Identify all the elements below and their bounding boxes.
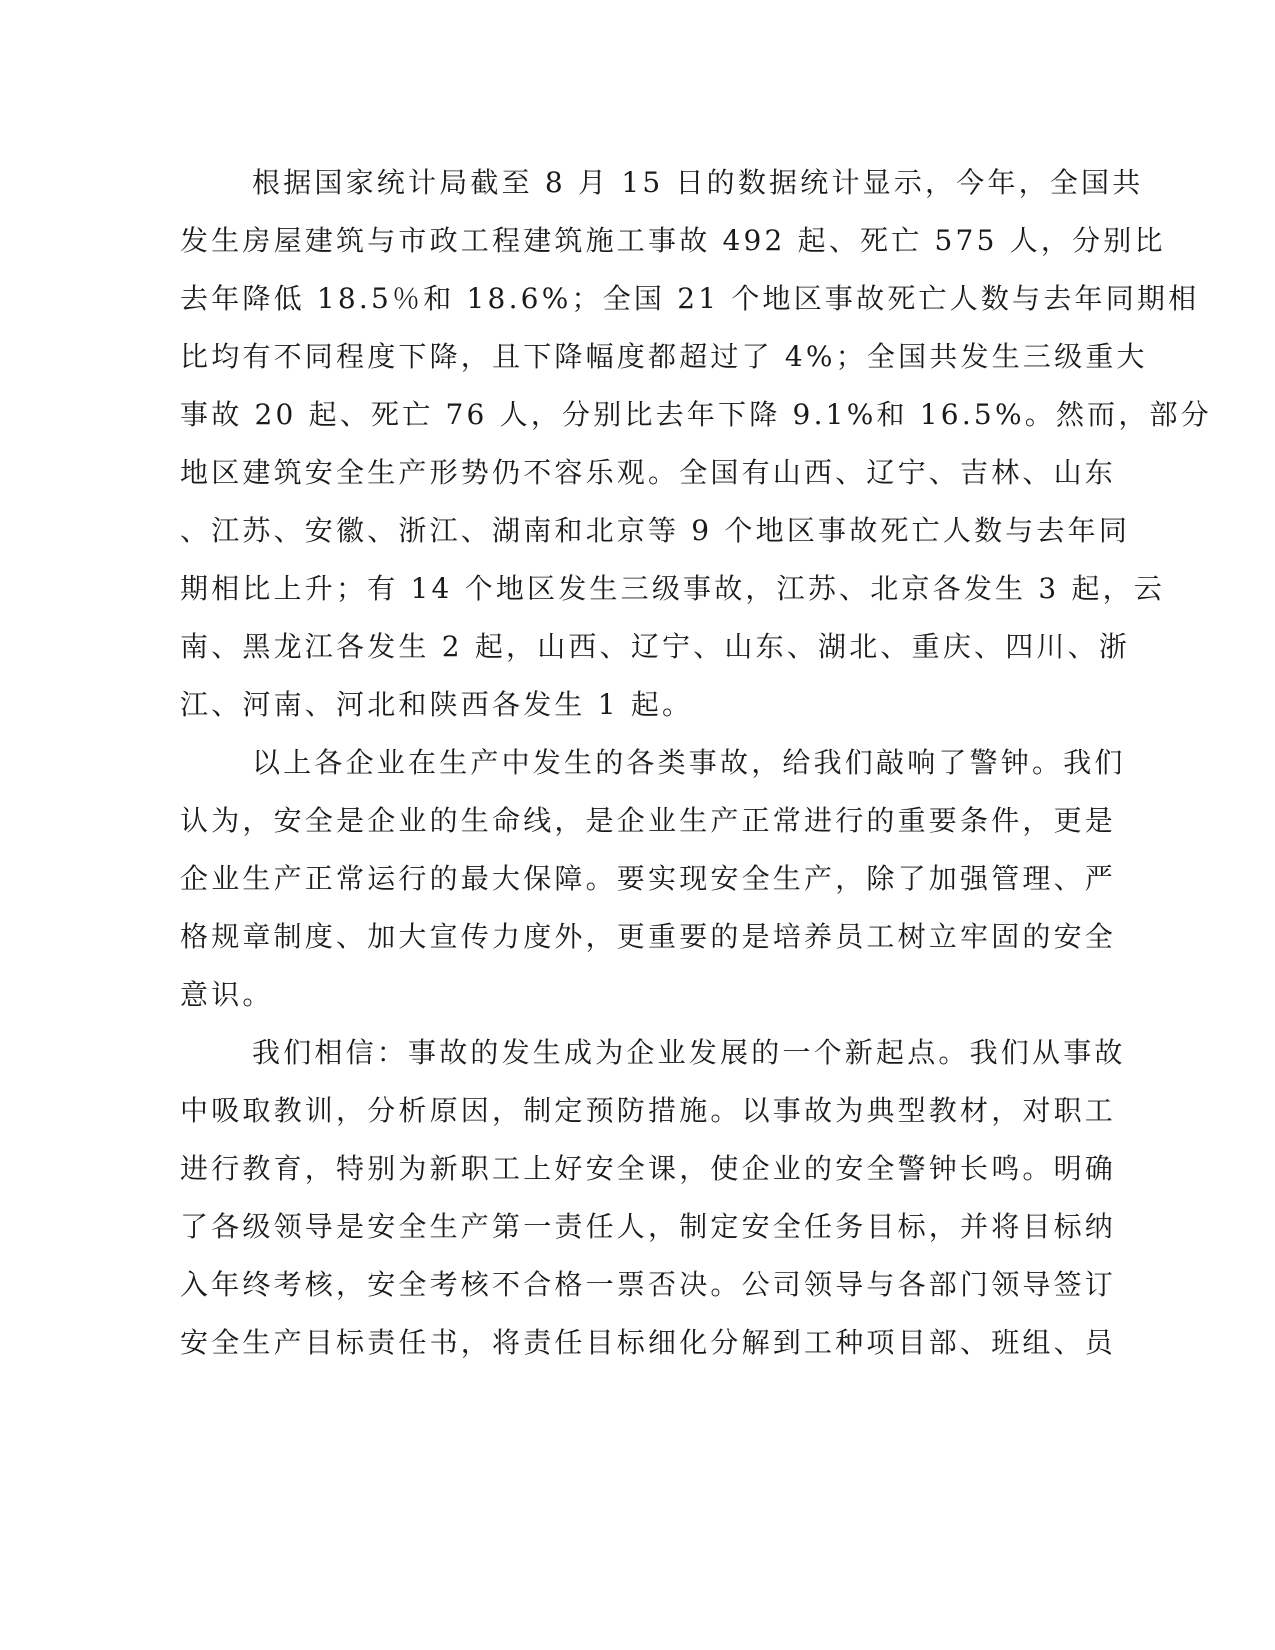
- text-line: 格规章制度、加大宣传力度外，更重要的是培养员工树立牢固的安全: [180, 920, 1117, 953]
- text-line: 事故 20 起、死亡 76 人，分别比去年下降 9.1%和 16.5%。然而，部分: [180, 398, 1212, 431]
- text-line: 南、黑龙江各发生 2 起，山西、辽宁、山东、湖北、重庆、四川、浙: [180, 630, 1131, 663]
- text-line: 入年终考核，安全考核不合格一票否决。公司领导与各部门领导签订: [180, 1268, 1117, 1301]
- text-line: 企业生产正常运行的最大保障。要实现安全生产，除了加强管理、严: [180, 862, 1117, 895]
- text-line: 、江苏、安徽、浙江、湖南和北京等 9 个地区事故死亡人数与去年同: [180, 514, 1131, 547]
- text-line: 江、河南、河北和陕西各发生 1 起。: [180, 688, 694, 721]
- text-line: 发生房屋建筑与市政工程建筑施工事故 492 起、死亡 575 人，分别比: [180, 224, 1166, 257]
- text-line: 安全生产目标责任书，将责任目标细化分解到工种项目部、班组、员: [180, 1326, 1117, 1359]
- text-line: 比均有不同程度下降，且下降幅度都超过了 4%；全国共发生三级重大: [180, 340, 1148, 373]
- paragraph: [180, 154, 1212, 734]
- text-line: 去年降低 18.5％和 18.6%；全国 21 个地区事故死亡人数与去年同期相: [180, 282, 1200, 315]
- text-line: 我们相信：事故的发生成为企业发展的一个新起点。我们从事故: [252, 1036, 1126, 1069]
- paragraph: [180, 1024, 1126, 1372]
- text-line: 认为，安全是企业的生命线，是企业生产正常进行的重要条件，更是: [180, 804, 1117, 837]
- text-line: 进行教育，特别为新职工上好安全课，使企业的安全警钟长鸣。明确: [180, 1152, 1117, 1185]
- body-text: [180, 154, 1212, 1372]
- text-line: 意识。: [180, 978, 274, 1011]
- text-line: 根据国家统计局截至 8 月 15 日的数据统计显示，今年，全国共: [252, 166, 1144, 199]
- text-line: 中吸取教训，分析原因，制定预防措施。以事故为典型教材，对职工: [180, 1094, 1117, 1127]
- paragraph: [180, 734, 1126, 1024]
- text-line: 以上各企业在生产中发生的各类事故，给我们敲响了警钟。我们: [252, 746, 1126, 779]
- text-line: 了各级领导是安全生产第一责任人，制定安全任务目标，并将目标纳: [180, 1210, 1117, 1243]
- text-line: 地区建筑安全生产形势仍不容乐观。全国有山西、辽宁、吉林、山东: [180, 456, 1117, 489]
- text-line: 期相比上升；有 14 个地区发生三级事故，江苏、北京各发生 3 起，云: [180, 572, 1166, 605]
